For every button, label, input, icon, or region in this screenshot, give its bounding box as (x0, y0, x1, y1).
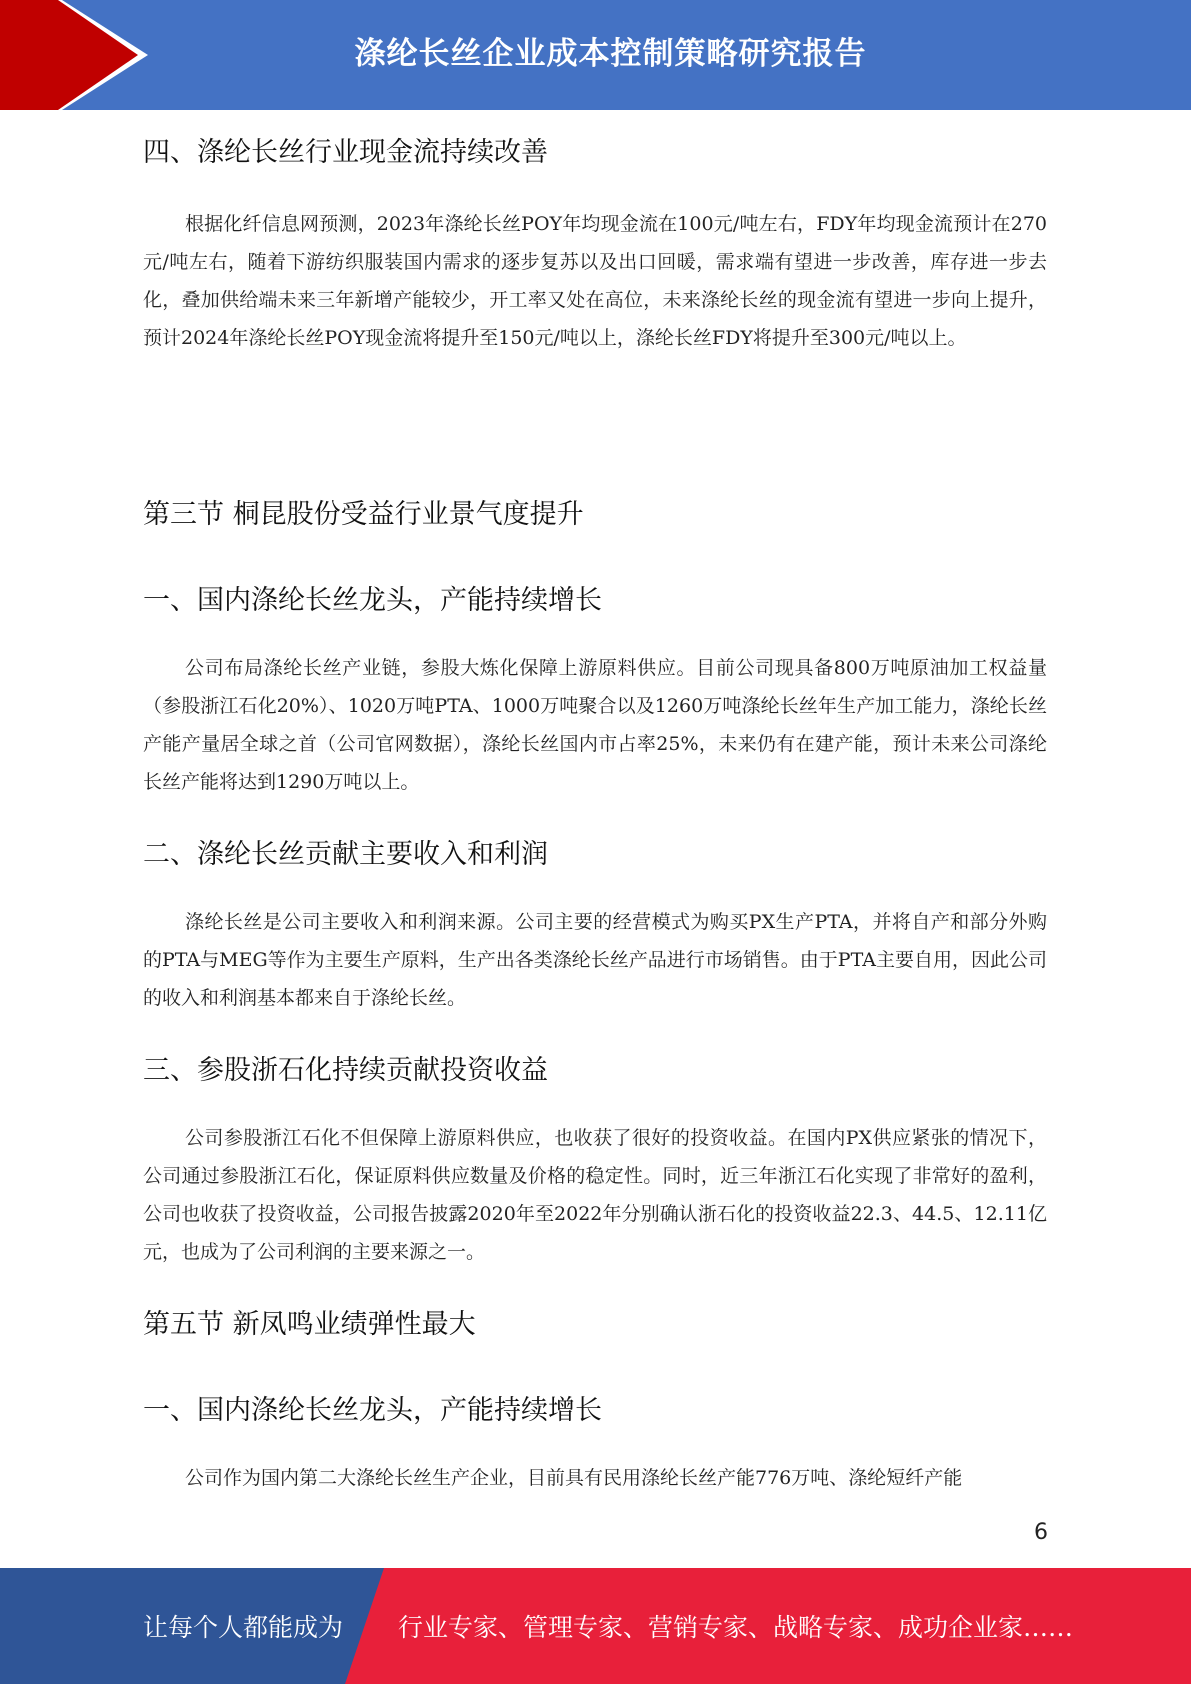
section-heading-tongkun-capacity: 一、国内涤纶长丝龙头，产能持续增长 (143, 585, 602, 616)
chapter-heading-tongkun: 第三节 桐昆股份受益行业景气度提升 (143, 499, 584, 530)
section-heading-xinfengming-capacity: 一、国内涤纶长丝龙头，产能持续增长 (143, 1395, 602, 1426)
section-heading-cashflow: 四、涤纶长丝行业现金流持续改善 (143, 137, 548, 168)
section-heading-investment: 三、参股浙石化持续贡献投资收益 (143, 1055, 548, 1086)
paragraph-tongkun-capacity: 公司布局涤纶长丝产业链，参股大炼化保障上游原料供应。目前公司现具备800万吨原油加工权益量（参股浙江石化20%）、1020万吨PTA、1000万吨聚合以及1260万吨涤纶长丝年生产加工能力，涤纶长丝产能产量居全球之首（公司官网数据），涤纶长丝国内市占率25%，未来仍有在建产能，预计未来公司涤纶长丝产能将达到1290万吨以上。 (143, 657, 1047, 793)
report-title: 涤纶长丝企业成本控制策略研究报告 (354, 35, 867, 72)
paragraph-cashflow: 根据化纤信息网预测，2023年涤纶长丝POY年均现金流在100元/吨左右，FDY年均现金流预计在270元/吨左右，随着下游纺织服装国内需求的逐步复苏以及出口回暖，需求端有望进一步改善，库存进一步去化，叠加供给端未来三年新增产能较少，开工率又处在高位，未来涤纶长丝的现金流有望进一步向上提升，预计2024年涤纶长丝POY现金流将提升至150元/吨以上，涤纶长丝FDY将提升至300元/吨以上。 (143, 213, 1047, 349)
chapter-heading-xinfengming: 第五节 新凤鸣业绩弹性最大 (143, 1309, 476, 1340)
footer-slogan-right: 行业专家、管理专家、营销专家、战略专家、成功企业家…… (398, 1613, 1074, 1642)
section-heading-revenue: 二、涤纶长丝贡献主要收入和利润 (143, 839, 548, 870)
footer-banner (0, 1568, 1191, 1684)
paragraph-revenue: 涤纶长丝是公司主要收入和利润来源。公司主要的经营模式为购买PX生产PTA，并将自产和部分外购的PTA与MEG等作为主要生产原料，生产出各类涤纶长丝产品进行市场销售。由于PTA主要自用，因此公司的收入和利润基本都来自于涤纶长丝。 (143, 911, 1047, 1009)
header-bar (0, 0, 1191, 110)
paragraph-investment: 公司参股浙江石化不但保障上游原料供应，也收获了很好的投资收益。在国内PX供应紧张的情况下，公司通过参股浙江石化，保证原料供应数量及价格的稳定性。同时，近三年浙江石化实现了非常好的盈利，公司也收获了投资收益，公司报告披露2020年至2022年分别确认浙石化的投资收益22.3、44.5、12.11亿元，也成为了公司利润的主要来源之一。 (143, 1127, 1047, 1263)
paragraph-xinfengming-capacity: 公司作为国内第二大涤纶长丝生产企业，目前具有民用涤纶长丝产能776万吨、涤纶短纤产能 (185, 1467, 963, 1489)
page-number: 6 (1034, 1520, 1048, 1545)
footer-slogan-left: 让每个人都能成为 (143, 1613, 344, 1642)
